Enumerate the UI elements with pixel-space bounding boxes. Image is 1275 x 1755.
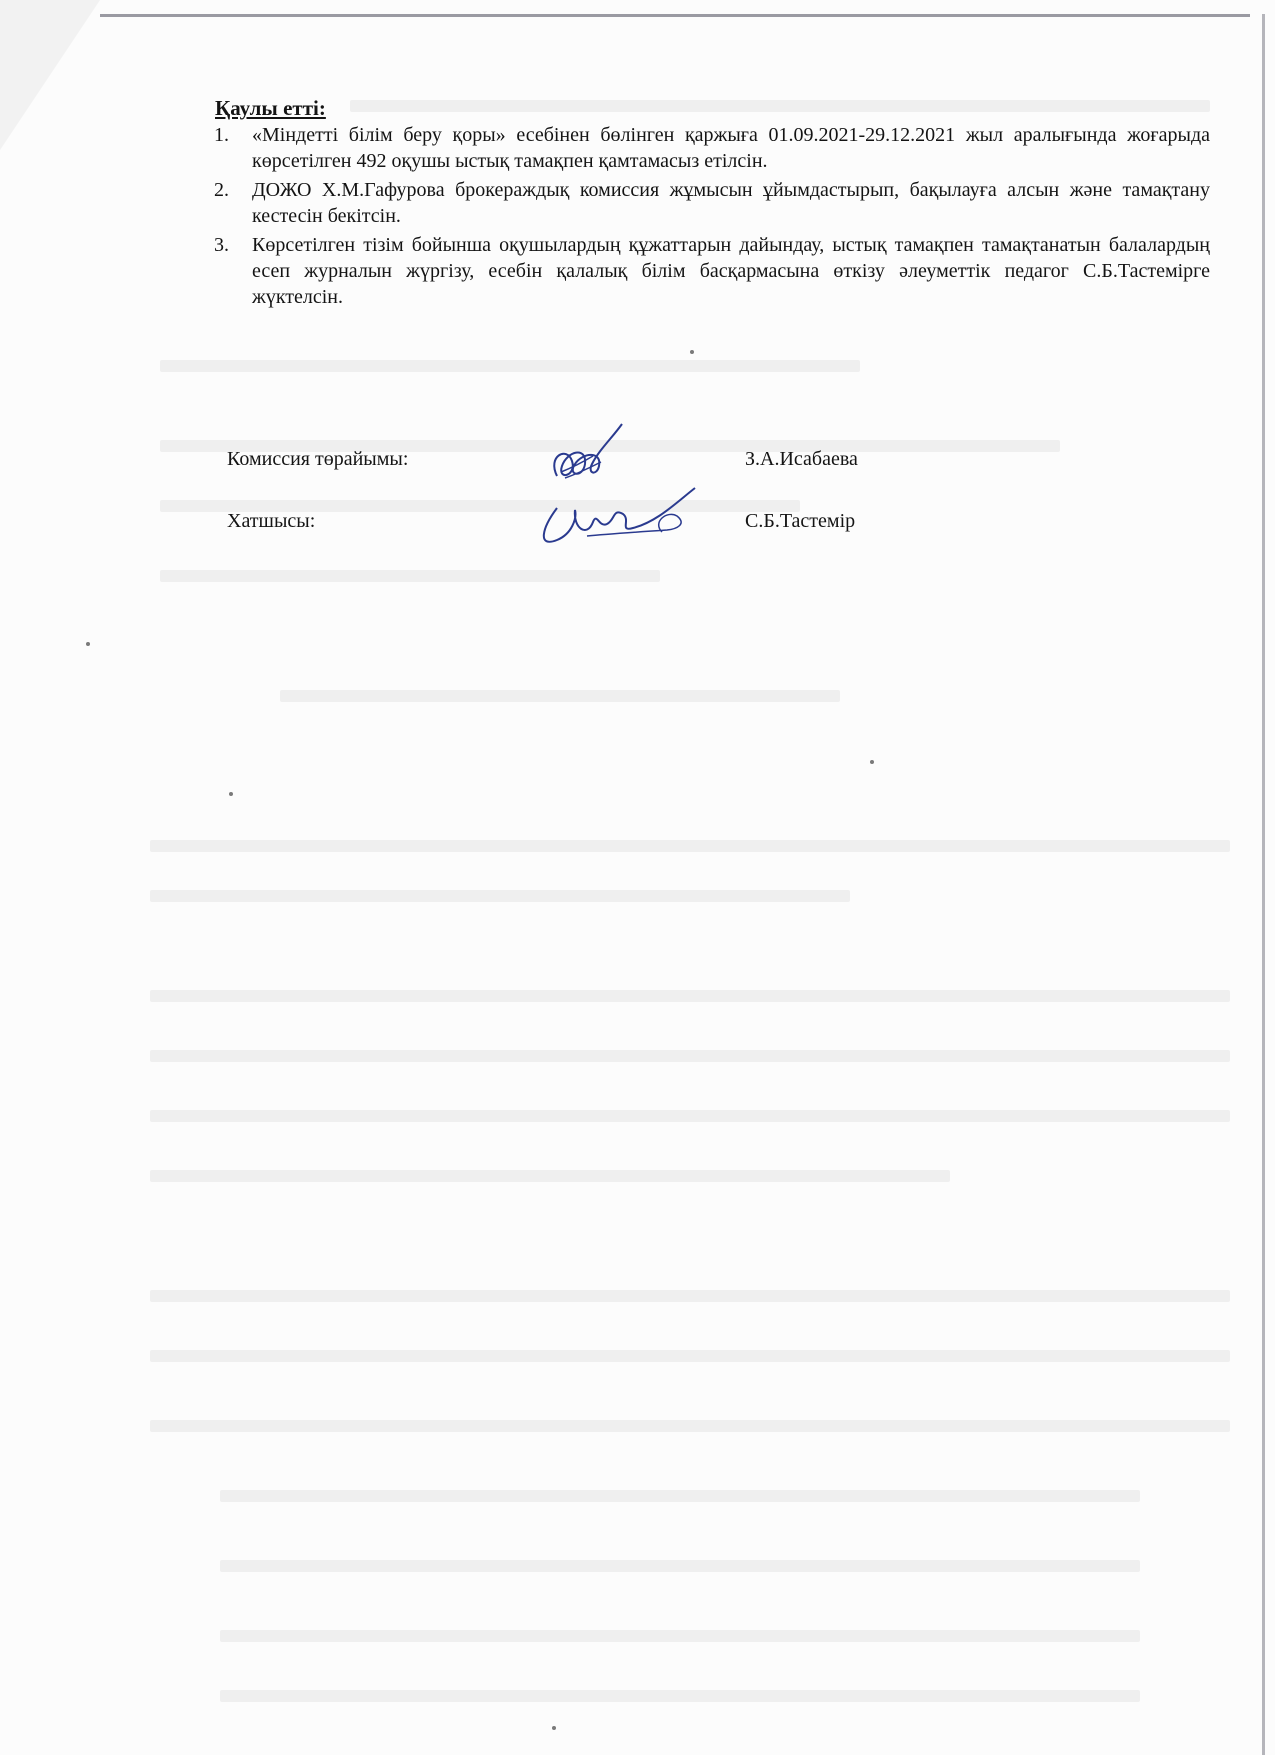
decision-list — [200, 122, 1210, 313]
bleed-through-text — [220, 1490, 1140, 1502]
bleed-through-text — [150, 1420, 1230, 1432]
bleed-through-text — [150, 890, 850, 902]
page-right-edge — [1262, 14, 1265, 1755]
decision-item — [200, 177, 1210, 229]
bleed-through-text — [220, 1690, 1140, 1702]
chairperson-signature-row — [227, 438, 1027, 478]
scan-speck — [229, 792, 233, 796]
chairperson-role: Комиссия төрайымы: — [227, 448, 409, 470]
bleed-through-text — [150, 840, 1230, 852]
bleed-through-text — [150, 1350, 1230, 1362]
bleed-through-text — [150, 1050, 1230, 1062]
chairperson-name: З.А.Исабаева — [745, 448, 858, 470]
decision-text: Көрсетілген тізім бойынша оқушылардың құжаттарын дайындау, ыстық тамақпен тамақтанатын балалардың есеп журналын жүргізу, есебін қалалық білім басқармасына өткізу әлеуметтік педагог С.Б.Тастемірге жүктелсін. — [252, 234, 1210, 308]
decision-text: ДОЖО Х.М.Гафурова брокераждық комиссия жұмысын ұйымдастырып, бақылауға алсын және тамақтану кестесін бекітсін. — [252, 179, 1210, 227]
bleed-through-text — [280, 690, 840, 702]
decision-number: 2. — [214, 179, 229, 201]
scan-speck — [86, 642, 90, 646]
bleed-through-text — [160, 570, 660, 582]
decision-number: 1. — [214, 124, 229, 146]
bleed-through-text — [350, 100, 1210, 112]
bleed-through-text — [150, 1110, 1230, 1122]
bleed-through-text — [150, 990, 1230, 1002]
secretary-name: С.Б.Тастемір — [745, 510, 856, 532]
page-top-edge — [100, 14, 1250, 17]
bleed-through-text — [220, 1560, 1140, 1572]
decision-item — [200, 232, 1210, 310]
secretary-signature-row — [227, 500, 1027, 540]
secretary-signature — [527, 478, 707, 558]
bleed-through-text — [150, 1290, 1230, 1302]
scan-speck — [552, 1726, 556, 1730]
bleed-through-text — [150, 1170, 950, 1182]
decision-text: «Міндетті білім беру қоры» есебінен бөлінген қаржыға 01.09.2021-29.12.2021 жыл аралығында жоғарыда көрсетілген 492 оқушы ыстық тамақпен қамтамасыз етілсін. — [252, 124, 1210, 172]
secretary-role: Хатшысы: — [227, 510, 316, 532]
decision-number: 3. — [214, 234, 229, 256]
decision-item — [200, 122, 1210, 174]
scan-speck — [870, 760, 874, 764]
scan-speck — [690, 350, 694, 354]
folded-corner — [0, 0, 100, 150]
bleed-through-text — [160, 360, 860, 372]
resolution-heading: Қаулы етті: — [215, 96, 326, 120]
bleed-through-text — [220, 1630, 1140, 1642]
